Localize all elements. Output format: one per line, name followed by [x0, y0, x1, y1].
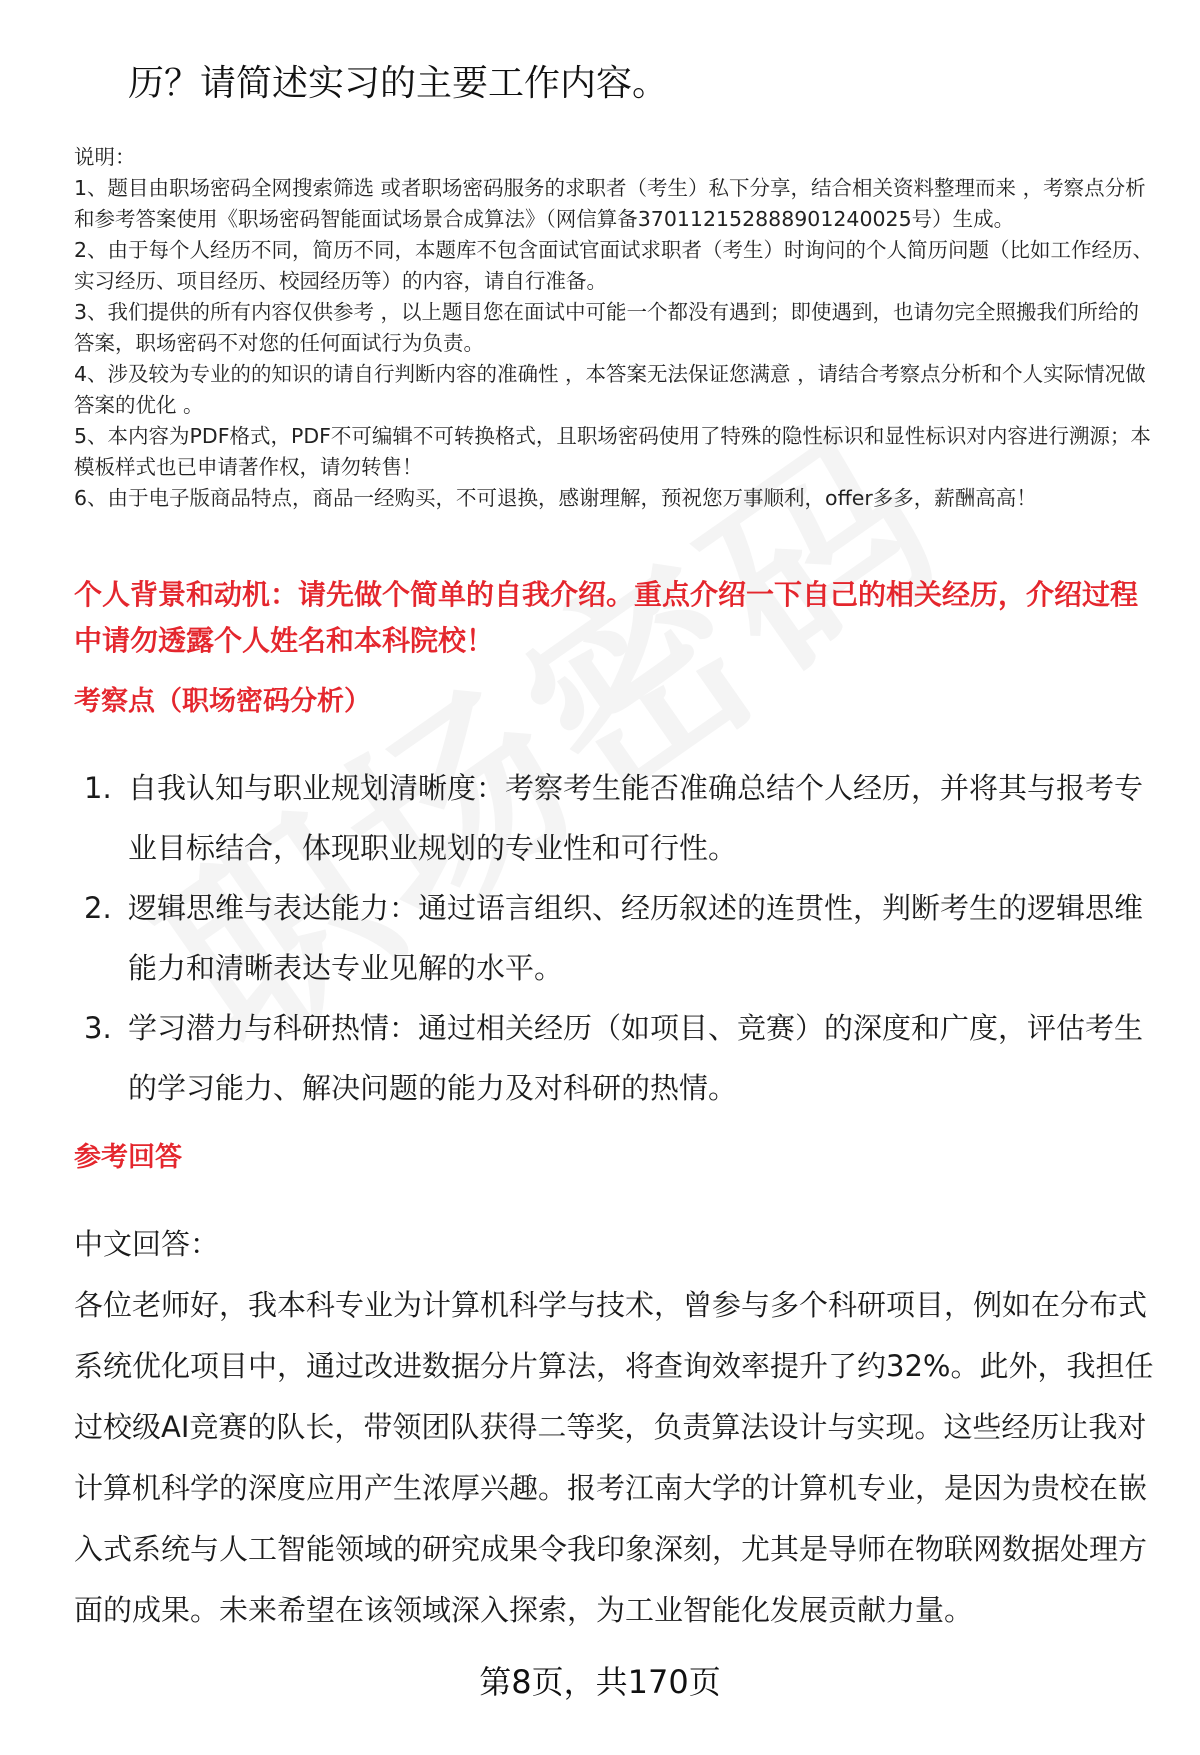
exam-points-list: [84, 758, 1154, 1118]
note-item: 5、本内容为PDF格式，PDF不可编辑不可转换格式，且职场密码使用了特殊的隐性标识和显性标识对内容进行溯源；本模板样式也已申请著作权，请勿转售！: [74, 424, 1151, 479]
exam-point-text: 自我认知与职业规划清晰度：考察考生能否准确总结个人经历，并将其与报考专业目标结合，体现职业规划的专业性和可行性。: [128, 771, 1144, 865]
note-item: 1、题目由职场密码全网搜索筛选 或者职场密码服务的求职者（考生）私下分享，结合相关资料整理而来 ，考察点分析和参考答案使用《职场密码智能面试场景合成算法》（网信算备370112152888901240025号）生成。: [74, 176, 1146, 231]
exam-point-item: [84, 878, 1154, 998]
notes-title: 说明：: [74, 145, 136, 169]
answer-body: 各位老师好，我本科专业为计算机科学与技术，曾参与多个科研项目，例如在分布式系统优化项目中，通过改进数据分片算法，将查询效率提升了约32%。此外，我担任过校级AI竞赛的队长，带领团队获得二等奖，负责算法设计与实现。这些经历让我对计算机科学的深度应用产生浓厚兴趣。报考江南大学的计算机专业，是因为贵校在嵌入式系统与人工智能领域的研究成果令我印象深刻，尤其是导师在物联网数据处理方面的成果。未来希望在该领域深入探索，为工业智能化发展贡献力量。: [74, 1288, 1154, 1627]
exam-point-number: 1.: [84, 771, 112, 805]
page-indicator: 第8页，共170页: [479, 1663, 721, 1701]
exam-point-item: [84, 758, 1154, 878]
note-item: 3、我们提供的所有内容仅供参考 ，以上题目您在面试中可能一个都没有遇到；即使遇到，也请勿完全照搬我们所给的答案，职场密码不对您的任何面试行为负责。: [74, 300, 1140, 355]
note-item: 6、由于电子版商品特点，商品一经购买，不可退换，感谢理解，预祝您万事顺利，offer多多，薪酬高高！: [74, 486, 1037, 510]
interview-question: 个人背景和动机：请先做个简单的自我介绍。重点介绍一下自己的相关经历，介绍过程中请勿透露个人姓名和本科院校！: [74, 578, 1139, 657]
answer-heading: 参考回答: [74, 1142, 182, 1173]
notes-section: [74, 142, 1154, 514]
continued-question-text: 历？请简述实习的主要工作内容。: [128, 63, 669, 104]
exam-point-item: [84, 998, 1154, 1118]
answer-label: 中文回答：: [74, 1227, 220, 1261]
note-item: 4、涉及较为专业的的知识的请自行判断内容的准确性 ，本答案无法保证您满意 ，请结合考察点分析和个人实际情况做答案的优化 。: [74, 362, 1146, 417]
exam-points-heading: 考察点（职场密码分析）: [74, 686, 371, 717]
exam-point-number: 2.: [84, 891, 112, 925]
note-item: 2、由于每个人经历不同，简历不同，本题库不包含面试官面试求职者（考生）时询问的个人简历问题（比如工作经历、实习经历、项目经历、校园经历等）的内容，请自行准备。: [74, 238, 1154, 293]
exam-point-text: 逻辑思维与表达能力：通过语言组织、经历叙述的连贯性，判断考生的逻辑思维能力和清晰表达专业见解的水平。: [128, 891, 1144, 985]
exam-point-text: 学习潜力与科研热情：通过相关经历（如项目、竞赛）的深度和广度，评估考生的学习能力、解决问题的能力及对科研的热情。: [128, 1011, 1144, 1105]
exam-point-number: 3.: [84, 1011, 112, 1045]
answer-section: [74, 1214, 1154, 1641]
